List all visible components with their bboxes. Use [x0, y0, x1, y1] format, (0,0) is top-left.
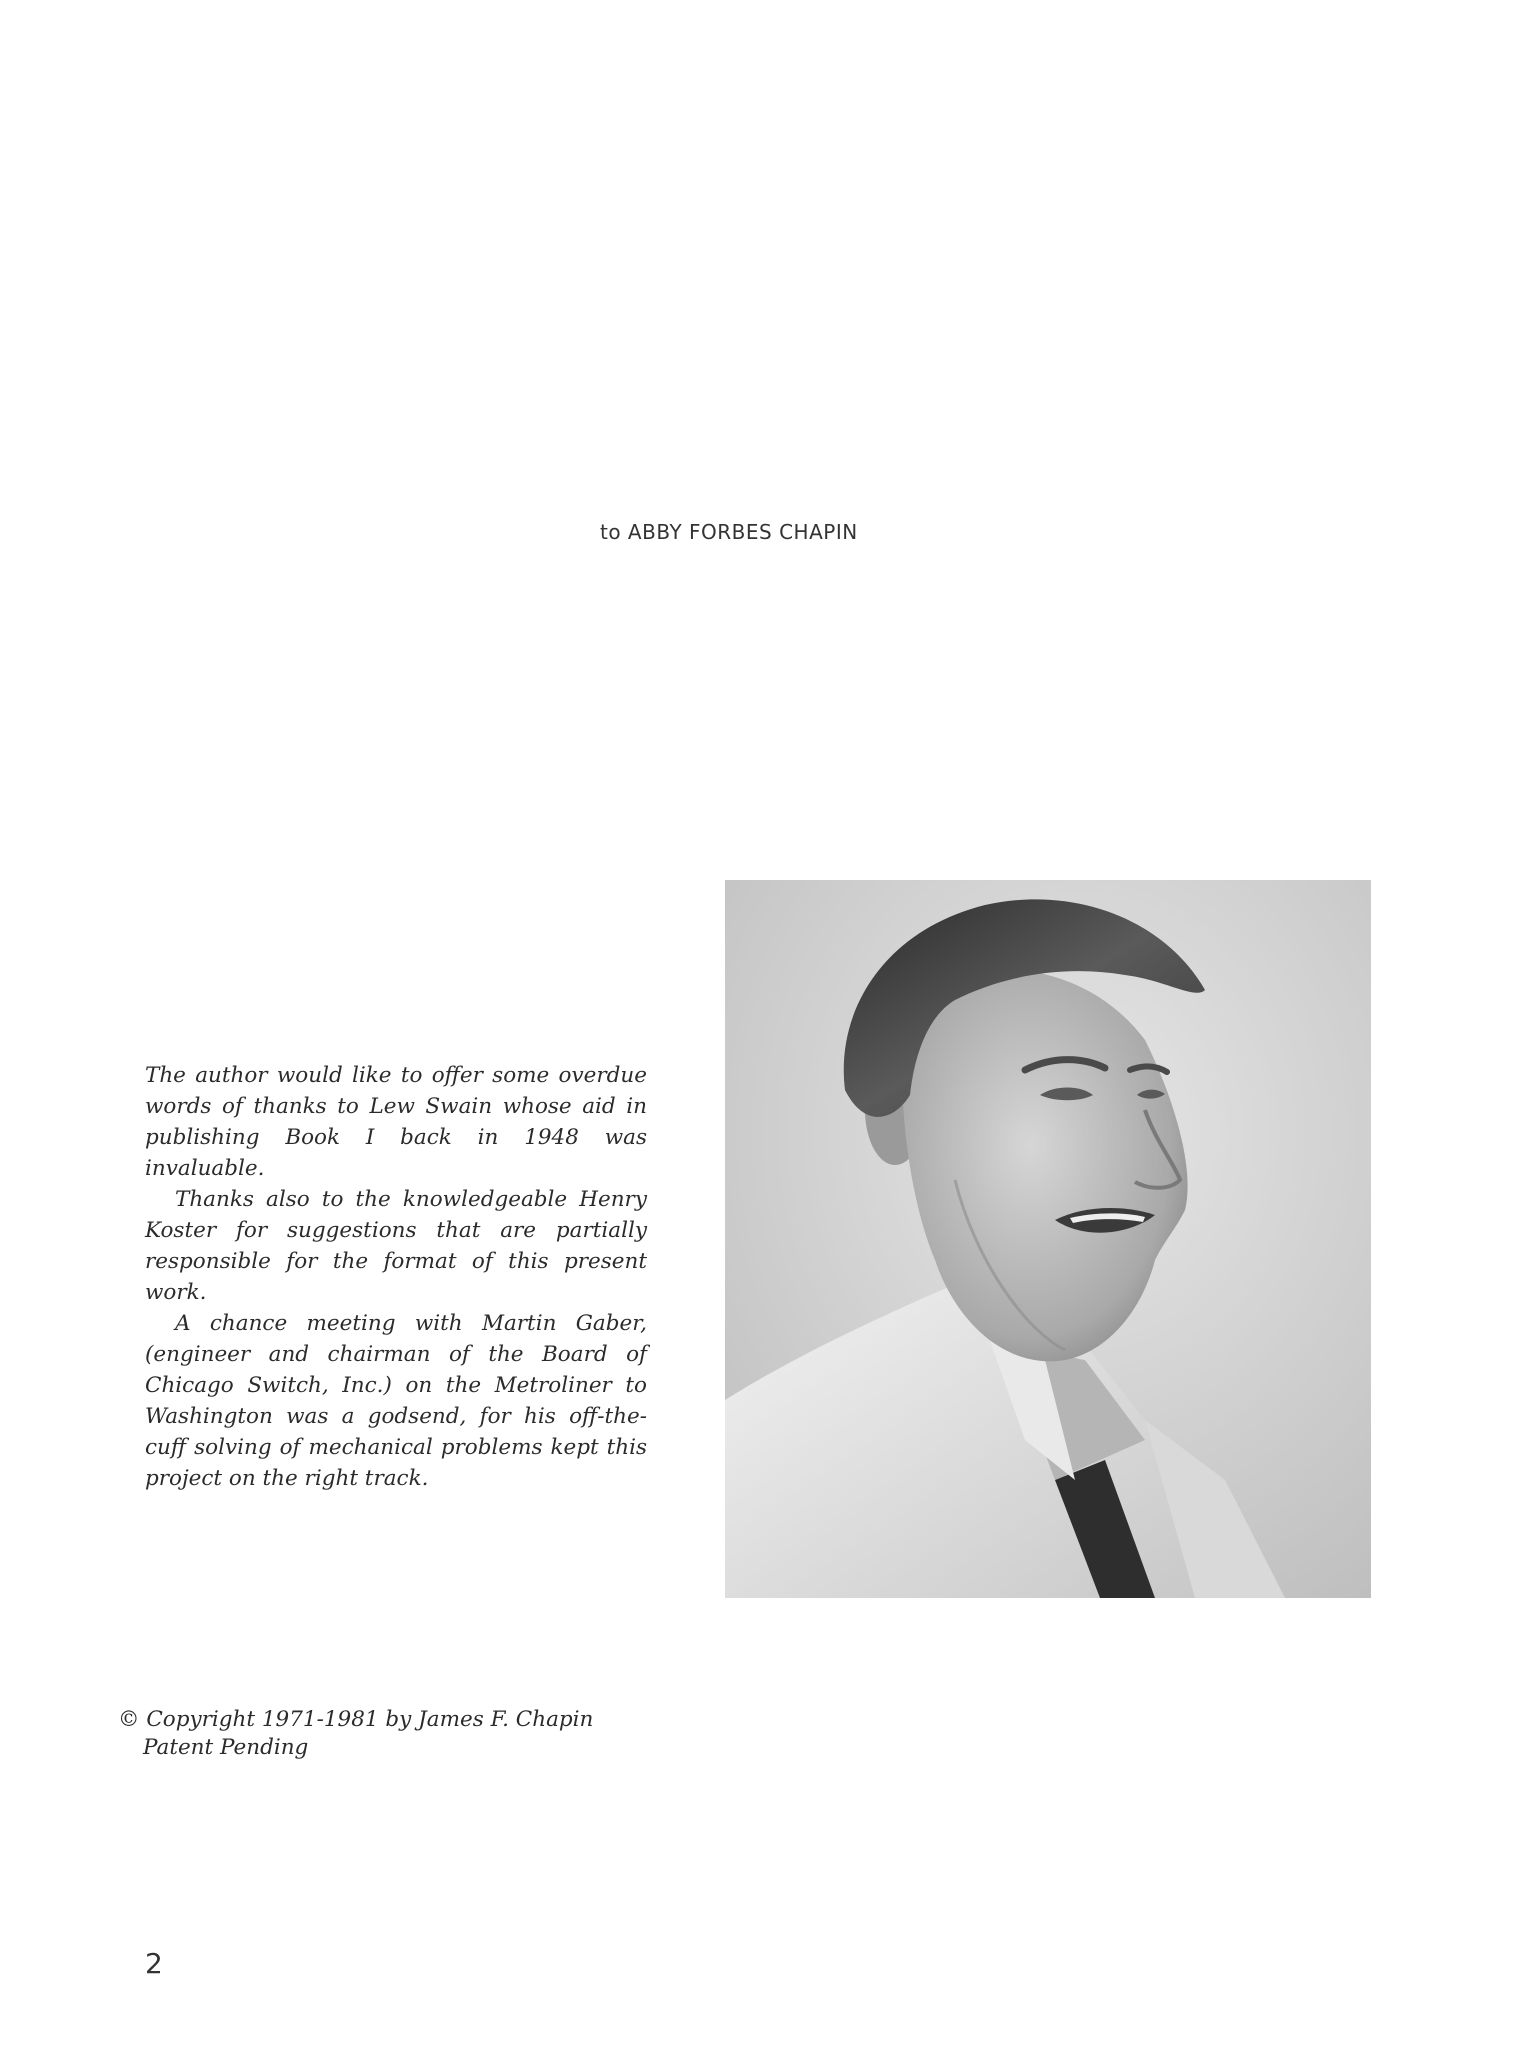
ack-paragraph: Thanks also to the knowledgeable Henry Koster for suggestions that are partially responsible for the format of this present work. — [145, 1187, 647, 1305]
portrait-image — [725, 880, 1371, 1598]
ack-paragraph: The author would like to offer some overdue words of thanks to Lew Swain whose aid in publishing Book I back in 1948 was invaluable. — [145, 1063, 647, 1181]
page-number: 2 — [145, 1947, 163, 1980]
copyright-line: © Copyright 1971-1981 by James F. Chapin — [118, 1707, 594, 1732]
author-portrait — [725, 880, 1371, 1598]
acknowledgment-text — [145, 1060, 647, 1494]
ack-paragraph: A chance meeting with Martin Gaber, (engineer and chairman of the Board of Chicago Switch, Inc.) on the Metroliner to Washington was a godsend, for his off-the-cuff solving of mechanical problems kept this project on the right track. — [145, 1311, 647, 1491]
copyright-notice — [118, 1706, 593, 1762]
dedication: to ABBY FORBES CHAPIN — [600, 520, 858, 544]
patent-line: Patent Pending — [143, 1735, 309, 1760]
